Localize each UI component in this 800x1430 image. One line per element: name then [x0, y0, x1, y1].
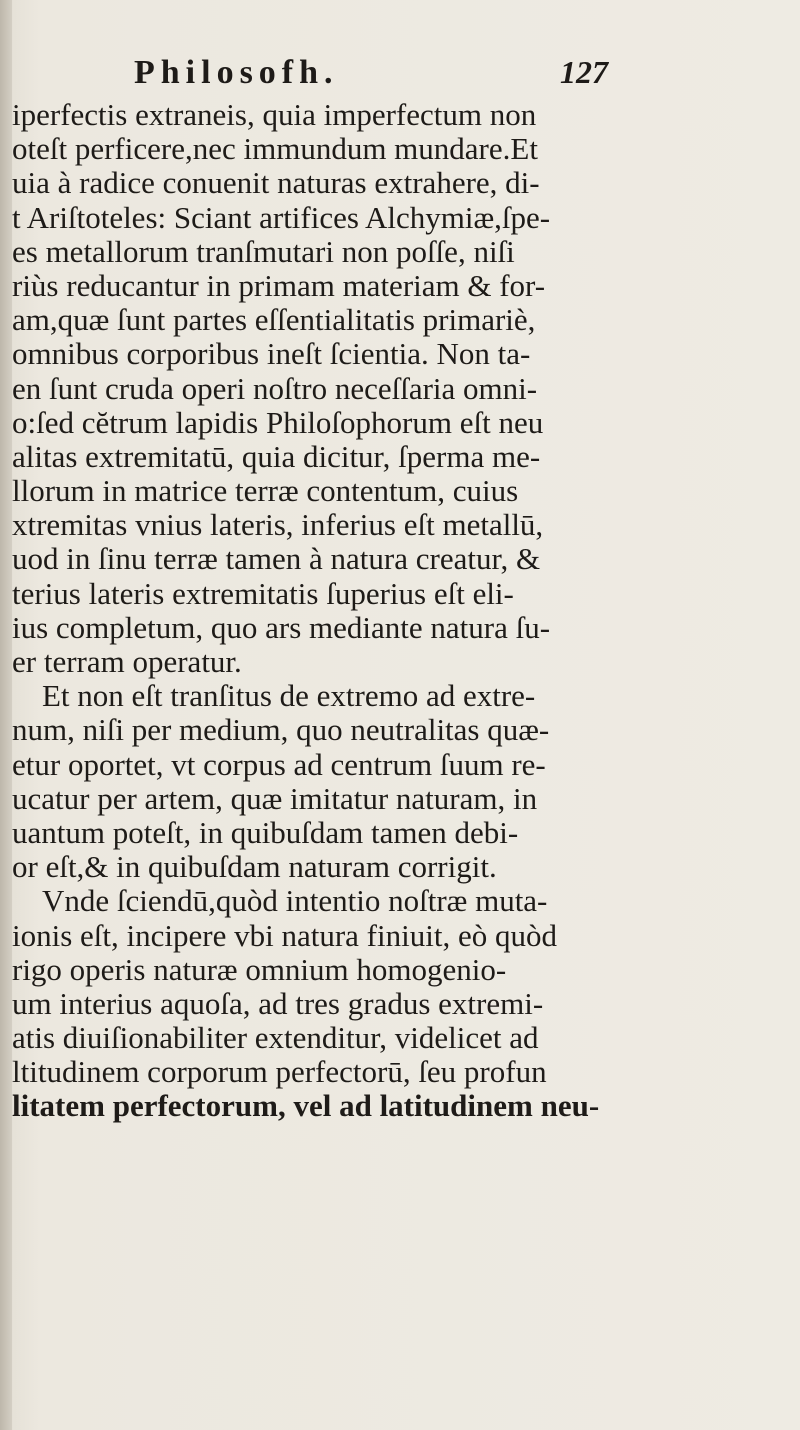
text-line: ltitudinem corporum perfectorū, ſeu profun: [12, 1055, 547, 1090]
blank-page-area: [0, 890, 800, 1430]
text-line: uod in ſinu terræ tamen à natura creatur, &: [12, 542, 541, 577]
text-line: xtremitas vnius lateris, inferius eſt metallū,: [12, 508, 544, 543]
text-line: ionis eſt, incipere vbi natura finiuit, eò quòd: [12, 918, 557, 953]
text-line: es metallorum tranſmutari non poſſe, niſi: [12, 234, 515, 269]
text-line: o:ſed cĕtrum lapidis Philoſophorum eſt neu: [12, 405, 544, 440]
text-line: oteſt perficere,nec immundum mundare.Et: [12, 132, 538, 167]
text-line: am,quæ ſunt partes eſſentialitatis primariè,: [12, 303, 536, 338]
text-line: ucatur per artem, quæ imitatur naturam, in: [12, 781, 538, 816]
text-line: uantum poteſt, in quibuſdam tamen debi-: [12, 815, 519, 850]
text-line: llorum in matrice terræ contentum, cuius: [12, 474, 519, 509]
text-line: er terram operatur.: [12, 645, 242, 679]
running-head-title: Philosofh.: [134, 54, 339, 91]
text-line: uia à radice conuenit naturas extrahere, di-: [12, 166, 540, 201]
text-line: atis diuiſionabiliter extenditur, videlicet ad: [12, 1021, 539, 1056]
text-line: terius lateris extremitatis ſuperius eſt eli-: [12, 576, 514, 611]
text-line: num, niſi per medium, quo neutralitas quæ-: [12, 713, 550, 748]
text-line: t Ariſtoteles: Sciant artifices Alchymiæ,ſpe-: [12, 200, 551, 235]
running-head: [0, 44, 800, 94]
text-line: riùs reducantur in primam materiam & for-: [12, 268, 546, 303]
paragraph-start-line: Et non eſt tranſitus de extremo ad extre-: [42, 679, 536, 714]
text-line: rigo operis naturæ omnium homogenio-: [12, 952, 507, 987]
text-line: or eſt,& in quibuſdam naturam corrigit.: [12, 850, 497, 885]
paragraph-start-line: Vnde ſciendū,quòd intentio noſtræ muta-: [42, 884, 548, 919]
text-line: ius completum, quo ars mediante natura ſu-: [12, 610, 551, 645]
page-number: 127: [560, 54, 608, 90]
text-line: alitas extremitatū, quia dicitur, ſperma me-: [12, 439, 541, 474]
text-line: en ſunt cruda operi noſtro neceſſaria omni-: [12, 371, 538, 406]
text-line: omnibus corporibus ineſt ſcientia. Non ta-: [12, 337, 531, 372]
text-line: etur oportet, vt corpus ad centrum ſuum re-: [12, 747, 546, 782]
text-line: um interius aquoſa, ad tres gradus extremi-: [12, 986, 544, 1021]
text-line: iperfectis extraneis, quia imperfectum non: [12, 98, 537, 132]
text-line: litatem perfectorum, vel ad latitudinem neu-: [12, 1089, 600, 1124]
